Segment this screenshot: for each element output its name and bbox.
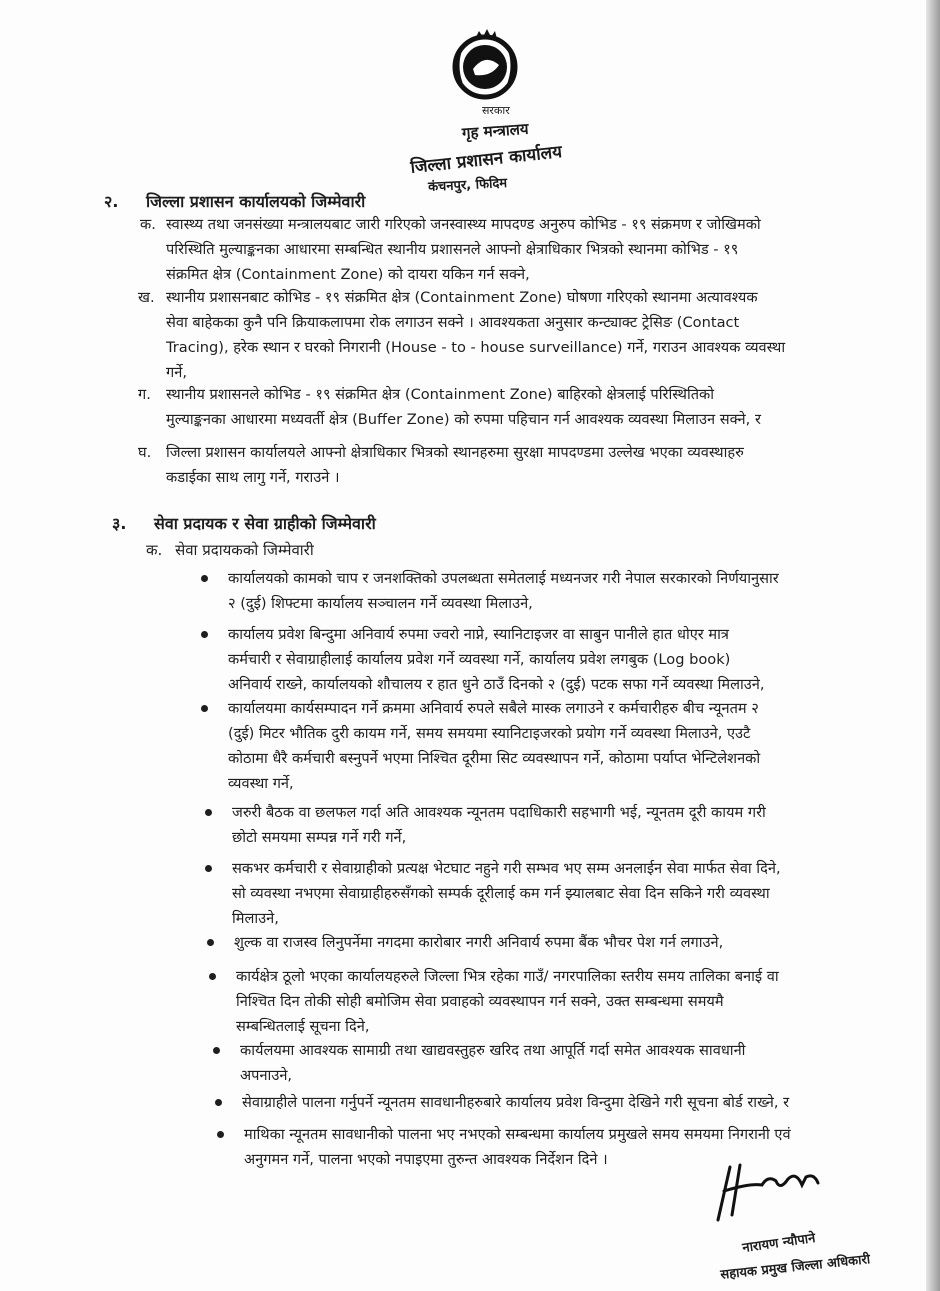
item-line: स्थानीय प्रशासनले कोभिड - १९ संक्रमित क्षेत्र (Containment Zone) बाहिरको क्षेत्रलाई परिस्थितिको (166, 386, 715, 403)
page-edge-shadow (926, 0, 940, 1291)
bullet-item (228, 566, 828, 616)
bullet-dot (205, 865, 212, 872)
bullet-dot (205, 809, 212, 816)
section-2-heading (104, 190, 365, 212)
bullet-line: सेवाग्राहीले पालना गर्नुपर्ने न्यूनतम सावधानीहरुबारे कार्यालय प्रवेश विन्दुमा देखिने गरी सूचना बोर्ड राख्ने, र (242, 1094, 790, 1111)
bullet-item (232, 856, 832, 931)
bullet-dot (215, 1099, 222, 1106)
bullet-line: कार्यक्षेत्र ठूलो भएका कार्यालयहरुले जिल्ला भित्र रहेका गाउँ/ नगरपालिका स्तरीय समय तालिका बनाई वा (236, 968, 779, 985)
section-3-heading (112, 512, 376, 534)
stamp-line-3: जिल्ला प्रशासन कार्यालय (409, 142, 563, 178)
item-marker: क. (140, 216, 156, 233)
bullet-line: कार्यलयमा आवश्यक सामाग्री तथा खाद्यवस्तुहरु खरिद तथा आपूर्ति गर्दा समेत आवश्यक सावधानी (240, 1042, 746, 1059)
bullet-line: कर्मचारी र सेवाग्राहीलाई कार्यालय प्रवेश गर्ने व्यवस्था गर्ने, कार्यालय प्रवेश लगबुक (Log book) (228, 651, 731, 668)
bullet-line: कार्यालय प्रवेश बिन्दुमा अनिवार्य रुपमा ज्वरो नाप्ने, स्यानिटाइजर वा साबुन पानीले हात धोएर मात्र (228, 626, 729, 643)
bullet-item (228, 622, 828, 697)
item-marker: ख. (138, 289, 155, 306)
bullet-line: व्यवस्था गर्ने, (228, 775, 294, 792)
list-item (138, 440, 826, 490)
bullet-line: कोठामा धैरै कर्मचारी बस्नुपर्ने भएमा निश्चित दूरीमा सिट व्यवस्थापन गर्ने, कोठामा पर्याप्त भेन्टिलेशनको (228, 750, 761, 767)
item-line: जिल्ला प्रशासन कार्यालयले आफ्नो क्षेत्राधिकार भित्रको स्थानहरुमा सुरक्षा मापदण्डमा उल्लेख भएका व्यवस्थाहरु (166, 444, 744, 461)
item-line: परिस्थिति मुल्याङ्कनका आधारमा सम्बन्धित स्थानीय प्रशासनले आफ्नो क्षेत्राधिकार भित्रको स्थानमा कोभिड - १९ (166, 241, 739, 258)
bullet-line: मिलाउने, (232, 910, 279, 927)
bullet-dot (207, 939, 214, 946)
list-item (138, 285, 826, 385)
bullet-line: छोटो समयमा सम्पन्न गर्ने गरी गर्ने, (232, 829, 407, 846)
bullet-line: कार्यालयको कामको चाप र जनशक्तिको उपलब्धता समेतलाई मध्यनजर गरी नेपाल सरकारको निर्णयानुसार (228, 570, 779, 587)
bullet-item (240, 1038, 840, 1088)
bullet-line: कार्यालयमा कार्यसम्पादन गर्ने क्रममा अनिवार्य रुपले सबैले मास्क लगाउने र कर्मचारीहरु बीच न्यूनतम २ (228, 700, 759, 717)
bullet-item (242, 1090, 842, 1115)
bullet-line: (दुई) मिटर भौतिक दुरी कायम गर्ने, समय समयमा स्यानिटाइजरको प्रयोग गर्ने व्यवस्था मिलाउने, एउटै (228, 725, 751, 742)
stamp-line-4: कंचनपुर, फिदिम (427, 175, 508, 196)
sub-marker: क. (146, 541, 163, 559)
section-2-title: जिल्ला प्रशासन कार्यालयको जिम्मेवारी (146, 192, 366, 211)
bullet-dot (201, 631, 208, 638)
bullet-item (232, 800, 832, 850)
list-item (140, 212, 826, 287)
item-line: मुल्याङ्कनका आधारमा मध्यवर्ती क्षेत्र (Buffer Zone) को रुपमा पहिचान गर्न आवश्यक व्यवस्था मिलाउन सक्ने, र (166, 411, 761, 428)
item-line: स्वास्थ्य तथा जनसंख्या मन्त्रालयबाट जारी गरिएको जनस्वास्थ्य मापदण्ड अनुरुप कोभिड - १९ संक्रमण र जोखिमको (166, 216, 761, 233)
bullet-line: शुल्क वा राजस्व लिनुपर्नेमा नगदमा कारोबार नगरी अनिवार्य रुपमा बैंक भौचर पेश गर्न लगाउने, (234, 934, 724, 951)
bullet-line: अपनाउने, (240, 1067, 293, 1084)
stamp-line-2: गृह मन्त्रालय (461, 119, 530, 143)
bullet-dot (201, 705, 208, 712)
bullet-line: २ (दुई) शिफ्टमा कार्यालय सञ्चालन गर्ने व्यवस्था मिलाउने, (228, 595, 533, 612)
section-2-number: २. (104, 192, 119, 211)
item-line: गर्ने, (166, 364, 187, 381)
bullet-item (236, 964, 836, 1039)
section-3-title: सेवा प्रदायक र सेवा ग्राहीको जिम्मेवारी (154, 514, 376, 533)
bullet-line: सो व्यवस्था नभएमा सेवाग्राहीहरुसँगको सम्पर्क दूरीलाई कम गर्न झ्यालबाट सेवा दिन सकिने गरी व्यवस्था (232, 885, 770, 902)
bullet-dot (217, 1131, 224, 1138)
item-line: संक्रमित क्षेत्र (Containment Zone) को दायरा यकिन गर्न सक्ने, (166, 266, 530, 283)
stamp-line-1: सरकार (482, 104, 510, 117)
signatory-name: नारायण न्यौपाने (741, 1230, 817, 1257)
item-line: सेवा बाहेकका कुनै पनि क्रियाकलापमा रोक लगाउन सक्ने । आवश्यकता अनुसार कन्ट्याक्ट ट्रेसिङ (Contact (166, 314, 740, 331)
item-line: स्थानीय प्रशासनबाट कोभिड - १९ संक्रमित क्षेत्र (Containment Zone) घोषणा गरिएको स्थानमा अत्यावश्यक (166, 289, 758, 306)
item-marker: ग. (138, 386, 151, 403)
bullet-line: अनुगमन गर्ने, पालना भएको नपाइएमा तुरुन्त आवश्यक निर्देशन दिने । (244, 1151, 608, 1168)
bullet-dot (213, 1047, 220, 1054)
bullet-dot (201, 575, 208, 582)
list-item (138, 382, 826, 432)
bullet-item (234, 930, 834, 955)
nepal-emblem-icon (445, 25, 525, 105)
bullet-item (228, 696, 828, 796)
bullet-line: माथिका न्यूनतम सावधानीको पालना भए नभएको सम्बन्धमा कार्यालय प्रमुखले समय समयमा निगरानी एवं (244, 1126, 791, 1143)
bullet-line: जरुरी बैठक वा छलफल गर्दा अति आवश्यक न्यूनतम पदाधिकारी सहभागी भई, न्यूनतम दूरी कायम गरी (232, 804, 766, 821)
sub-title: सेवा प्रदायकको जिम्मेवारी (175, 541, 314, 559)
signatory-title: सहायक प्रमुख जिल्ला अधिकारी (719, 1252, 871, 1283)
bullet-dot (209, 973, 216, 980)
section-3-number: ३. (112, 514, 127, 533)
section-3-subheading (146, 540, 314, 560)
item-marker: घ. (138, 444, 152, 461)
bullet-line: सकभर कर्मचारी र सेवाग्राहीको प्रत्यक्ष भेटघाट नहुने गरी सम्भव भए सम्म अनलाईन सेवा मार्फत सेवा दिने, (232, 860, 781, 877)
bullet-line: सम्बन्धितलाई सूचना दिने, (236, 1018, 370, 1035)
bullet-line: अनिवार्य राख्ने, कार्यालयको शौचालय र हात धुने ठाउँ दिनको २ (दुई) पटक सफा गर्ने व्यवस्था मिलाउने, (228, 676, 765, 693)
item-line: कडाईका साथ लागु गर्ने, गराउने । (166, 469, 340, 486)
item-line: Tracing), हरेक स्थान र घरको निगरानी (House - to - house surveillance) गर्ने, गराउन आवश्यक व्यवस्था (166, 339, 786, 356)
official-stamp (390, 25, 590, 196)
handwritten-signature-icon (710, 1155, 830, 1225)
bullet-line: निश्चित दिन तोकी सोही बमोजिम सेवा प्रवाहको व्यवस्थापन गर्न सक्ने, उक्त सम्बन्धमा समयमै (236, 993, 724, 1010)
signature-block (700, 1155, 871, 1283)
